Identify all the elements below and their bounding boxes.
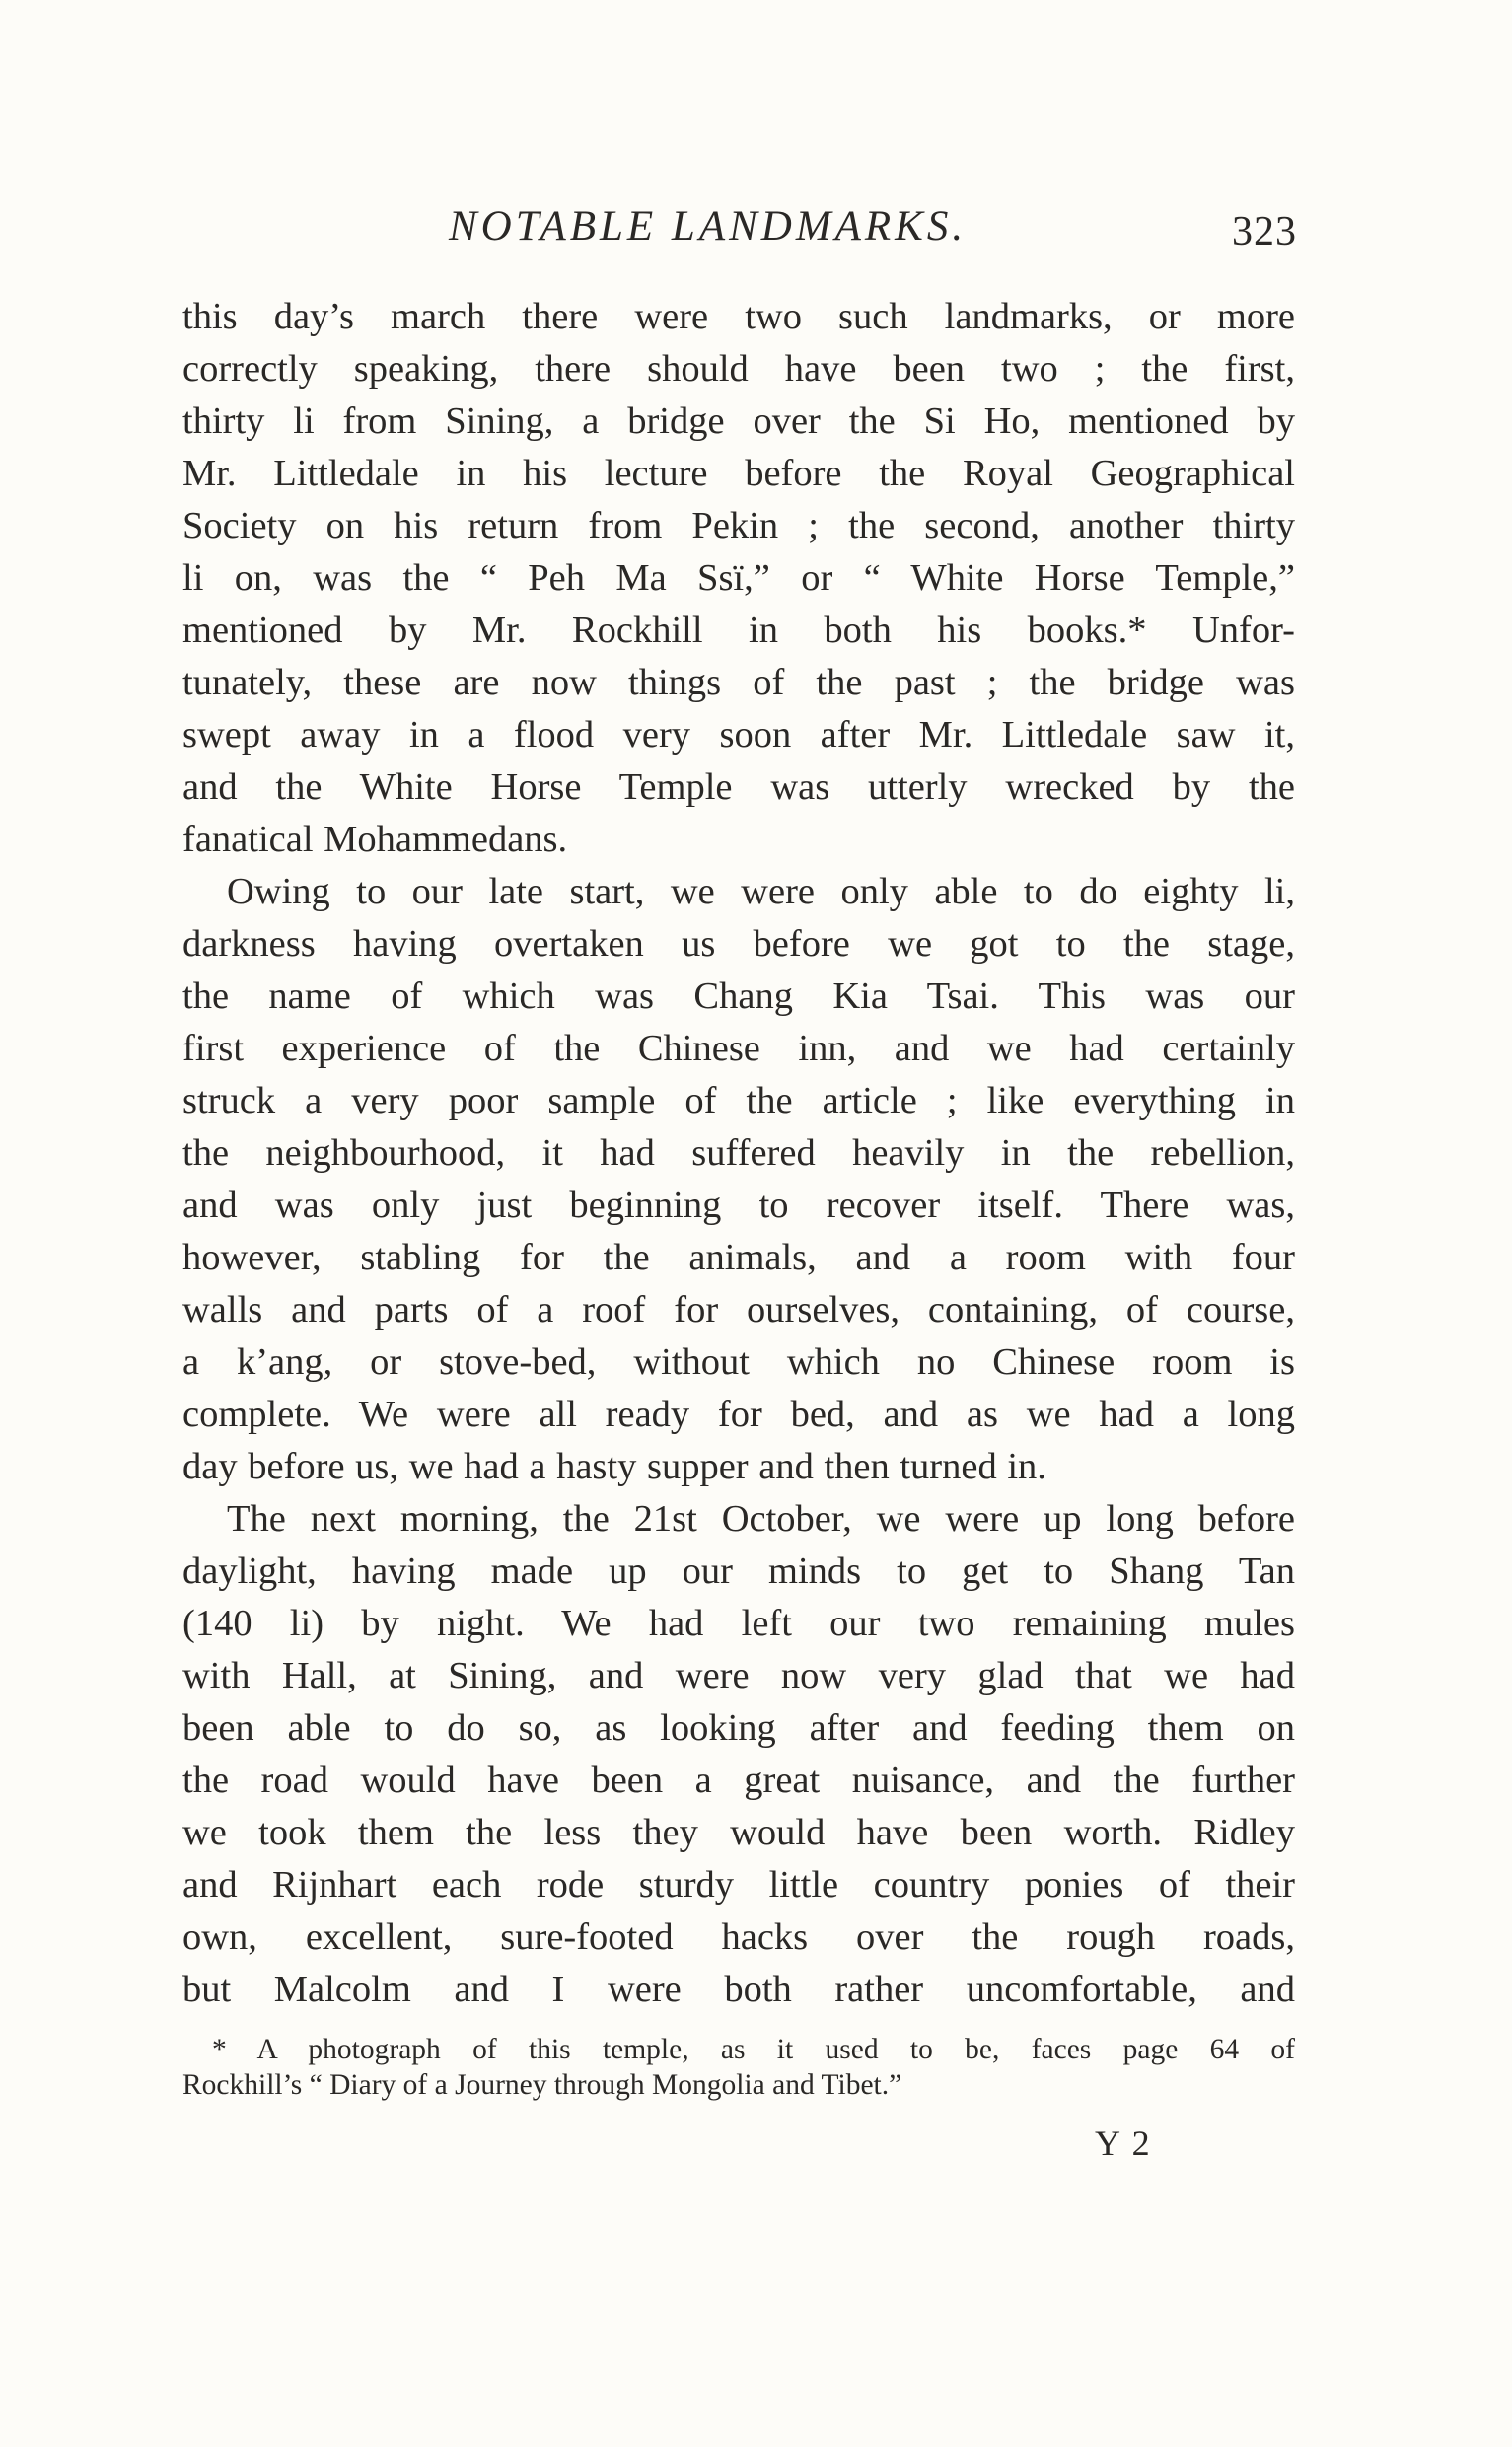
text-line: day before us, we had a hasty supper and then turned in. (182, 1446, 1046, 1487)
text-line: struck a very poor sample of the article ; like everything in (182, 1080, 1295, 1121)
text-line: mentioned by Mr. Rockhill in both his books.* Unfor- (182, 610, 1295, 651)
text-line: daylight, having made up our minds to get to Shang Tan (182, 1550, 1295, 1592)
text-line: first experience of the Chinese inn, and we had certainly (182, 1028, 1295, 1069)
text-line: complete. We were all ready for bed, and as we had a long (182, 1394, 1295, 1435)
text-line: the neighbourhood, it had suffered heavily in the rebellion, (182, 1132, 1295, 1174)
paragraph-start-line: Owing to our late start, we were only able to do eighty li, (227, 871, 1295, 912)
text-line: with Hall, at Sining, and were now very glad that we had (182, 1655, 1295, 1696)
text-line: fanatical Mohammedans. (182, 819, 568, 860)
text-line: (140 li) by night. We had left our two remaining mules (182, 1603, 1295, 1644)
text-line: walls and parts of a roof for ourselves, containing, of course, (182, 1289, 1295, 1331)
paragraph-start-line: The next morning, the 21st October, we were up long before (227, 1498, 1295, 1540)
body-text (182, 291, 1295, 2016)
text-line: this day’s march there were two such landmarks, or more (182, 296, 1295, 337)
text-line: and Rijnhart each rode sturdy little country ponies of their (182, 1864, 1295, 1906)
signature-mark: Y 2 (1095, 2123, 1152, 2163)
running-head (182, 202, 1297, 261)
text-line: Society on his return from Pekin ; the second, another thirty (182, 505, 1295, 546)
text-line: darkness having overtaken us before we got to the stage, (182, 923, 1295, 965)
page-number: 323 (1232, 209, 1297, 254)
text-line: been able to do so, as looking after and feeding them on (182, 1707, 1295, 1749)
text-line: own, excellent, sure-footed hacks over the rough roads, (182, 1916, 1295, 1958)
footnote-line: * A photograph of this temple, as it used to be, faces page 64 of (212, 2034, 1295, 2065)
text-line: thirty li from Sining, a bridge over the Si Ho, mentioned by (182, 400, 1295, 442)
text-line: but Malcolm and I were both rather uncomfortable, and (182, 1969, 1295, 2010)
text-line: li on, was the “ Peh Ma Ssï,” or “ White Horse Temple,” (182, 557, 1295, 599)
running-title: NOTABLE LANDMARKS. (449, 203, 968, 250)
text-line: tunately, these are now things of the past ; the bridge was (182, 662, 1295, 703)
text-line: a k’ang, or stove-bed, without which no Chinese room is (182, 1341, 1295, 1383)
text-line: correctly speaking, there should have been two ; the first, (182, 348, 1295, 390)
footnote (182, 2032, 1295, 2103)
text-line: we took them the less they would have been worth. Ridley (182, 1812, 1295, 1853)
text-line: and was only just beginning to recover itself. There was, (182, 1185, 1295, 1226)
footnote-line: Rockhill’s “ Diary of a Journey through Mongolia and Tibet.” (182, 2069, 902, 2101)
text-line: swept away in a flood very soon after Mr. Littledale saw it, (182, 714, 1295, 756)
text-line: however, stabling for the animals, and a room with four (182, 1237, 1295, 1278)
text-line: the name of which was Chang Kia Tsai. This was our (182, 975, 1295, 1017)
text-line: the road would have been a great nuisance, and the further (182, 1760, 1295, 1801)
text-line: Mr. Littledale in his lecture before the Royal Geographical (182, 453, 1295, 494)
text-line: and the White Horse Temple was utterly wrecked by the (182, 766, 1295, 808)
